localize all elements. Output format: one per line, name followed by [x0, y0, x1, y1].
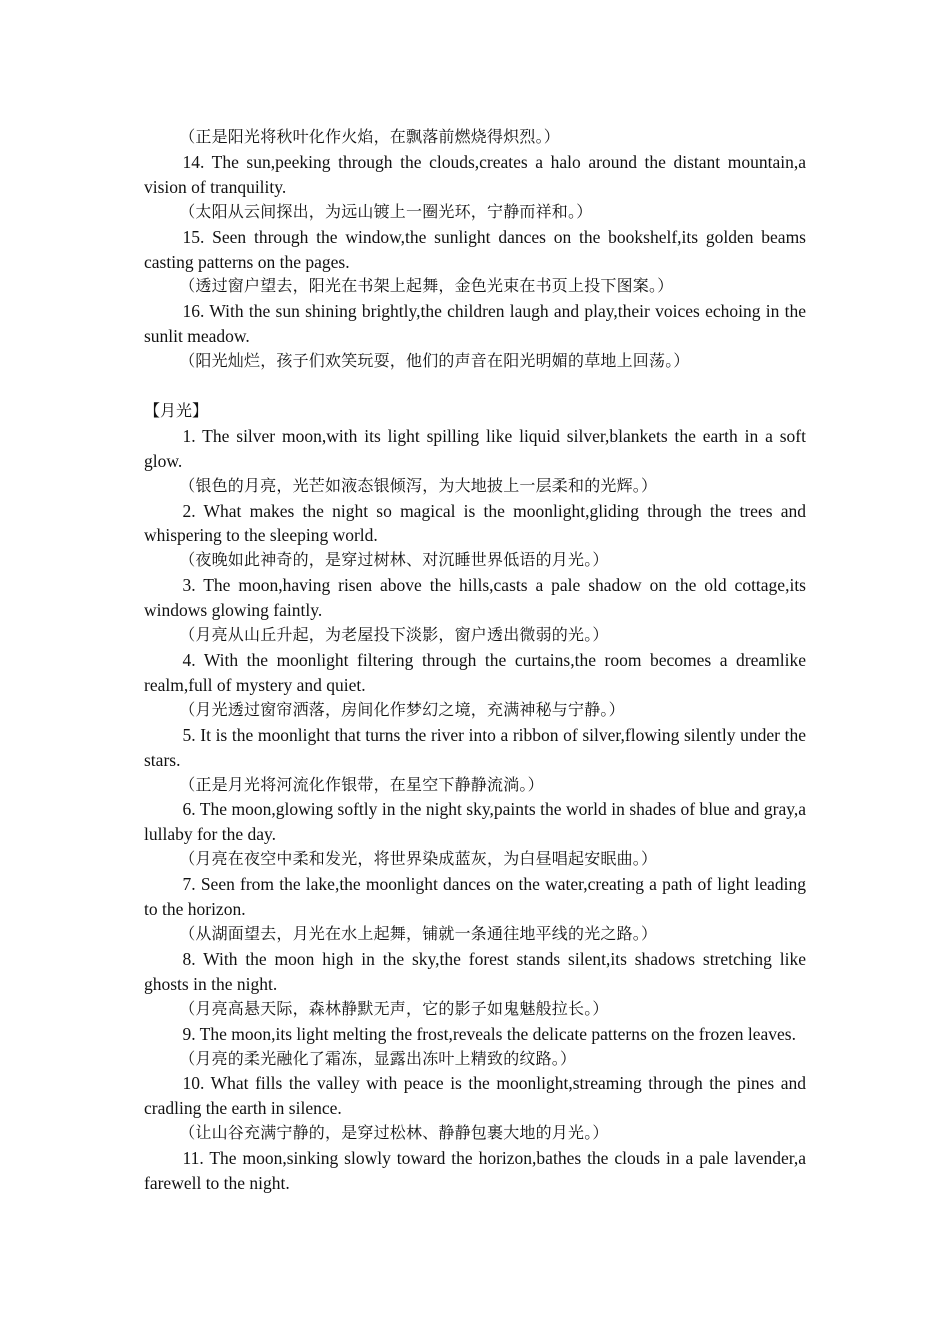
moon-item-5-chinese: （正是月光将河流化作银带，在星空下静静流淌。） [179, 774, 544, 794]
sun-lead-translation: （正是阳光将秋叶化作火焰，在飘落前燃烧得炽烈。） [179, 127, 560, 146]
moon-item-4-chinese: （月光透过窗帘洒落，房间化作梦幻之境，充满神秘与宁静。） [179, 699, 625, 719]
sun-item-15-english: 15. Seen through the window,the sunlight dances on the bookshelf,its golden beams casting patterns on the pages. [144, 226, 806, 272]
sun-item-16-english: 16. With the sun shining brightly,the children laugh and play,their voices echoing in the sunlit meadow. [144, 301, 806, 347]
moon-item-3-english: 3. The moon,having risen above the hills,casts a pale shadow on the old cottage,its windows glowing faintly. [144, 575, 806, 621]
moon-item-9-english: 9. The moon,its light melting the frost,reveals the delicate patterns on the frozen leaves. [182, 1023, 796, 1044]
moon-item-2-chinese: （夜晚如此神奇的，是穿过树林、对沉睡世界低语的月光。） [179, 550, 609, 570]
moon-item-7-chinese: （从湖面望去，月光在水上起舞，铺就一条通往地平线的光之路。） [179, 923, 658, 943]
moon-item-1-chinese: （银色的月亮，光芒如液态银倾泻，为大地披上一层柔和的光辉。） [179, 475, 658, 495]
moon-item-7-english: 7. Seen from the lake,the moonlight dances on the water,creating a path of light leading to the horizon. [144, 874, 806, 920]
moon-section-heading: 【月光】 [144, 400, 209, 420]
sun-item-14-chinese: （太阳从云间探出，为远山镀上一圈光环，宁静而祥和。） [179, 201, 593, 221]
moon-item-8-english: 8. With the moon high in the sky,the forest stands silent,its shadows stretching like ghosts in the night. [144, 948, 806, 994]
section-spacer [144, 374, 806, 399]
moon-item-9-chinese: （月亮的柔光融化了霜冻，显露出冻叶上精致的纹路。） [179, 1048, 577, 1068]
moon-item-10-chinese: （让山谷充满宁静的，是穿过松林、静静包裹大地的月光。） [179, 1123, 609, 1143]
moon-item-6-english: 6. The moon,glowing softly in the night sky,paints the world in shades of blue and gray,a lullaby for the day. [144, 799, 806, 845]
sun-item-14-english: 14. The sun,peeking through the clouds,creates a halo around the distant mountain,a vision of tranquility. [144, 151, 806, 197]
moon-item-8-chinese: （月亮高悬天际，森林静默无声，它的影子如鬼魅般拉长。） [179, 998, 609, 1018]
moon-item-6-chinese: （月亮在夜空中柔和发光，将世界染成蓝灰，为白昼唱起安眠曲。） [179, 849, 658, 869]
moon-item-11-english: 11. The moon,sinking slowly toward the horizon,bathes the clouds in a pale lavender,a farewell to the night. [144, 1148, 806, 1194]
sun-item-16-chinese: （阳光灿烂，孩子们欢笑玩耍，他们的声音在阳光明媚的草地上回荡。） [179, 351, 690, 371]
document-page [144, 125, 806, 1196]
moon-item-3-chinese: （月亮从山丘升起，为老屋投下淡影，窗户透出微弱的光。） [179, 625, 609, 645]
moon-item-4-english: 4. With the moonlight filtering through the curtains,the room becomes a dreamlike realm,full of mystery and quiet. [144, 650, 806, 695]
sun-item-15-chinese: （透过窗户望去，阳光在书架上起舞，金色光束在书页上投下图案。） [179, 276, 674, 296]
moon-item-10-english: 10. What fills the valley with peace is the moonlight,streaming through the pines and cradling the earth in silence. [144, 1073, 806, 1119]
moon-item-1-english: 1. The silver moon,with its light spilling like liquid silver,blankets the earth in a soft glow. [144, 425, 806, 471]
moon-item-5-english: 5. It is the moonlight that turns the river into a ribbon of silver,flowing silently under the stars. [144, 724, 806, 770]
moon-item-2-english: 2. What makes the night so magical is the moonlight,gliding through the trees and whispering to the sleeping world. [144, 500, 806, 546]
